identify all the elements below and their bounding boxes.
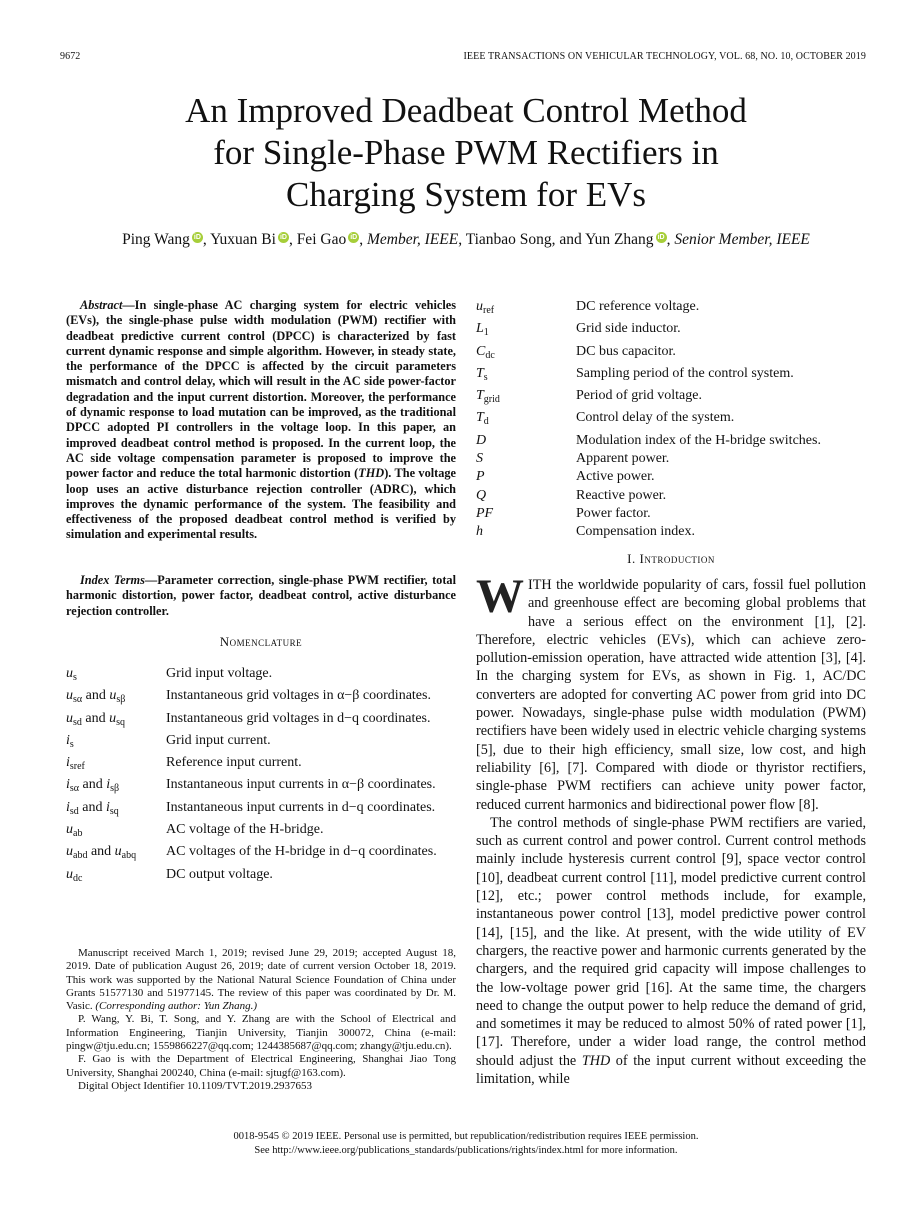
nomenclature-symbol: $u_{ref}$	[476, 299, 495, 316]
nomenclature-symbol: $i_{sq}$	[106, 799, 119, 817]
copyright-url[interactable]: See http://www.ieee.org/publications_standards/publications/rights/index.html for more information.	[254, 1144, 678, 1156]
nomenclature-description: Instantaneous input currents in d−q coordinates.	[166, 799, 436, 815]
nomenclature-description: AC voltages of the H-bridge in d−q coordinates.	[166, 844, 437, 860]
nomenclature-symbol: $i_{s\beta}$	[106, 777, 120, 795]
footnote-affiliation: P. Wang, Y. Bi, T. Song, and Y. Zhang are with the School of Electrical and Information Engineering, Tianjin University, Tianjin 300072, China (e-mail: pingw@tju.edu.cn; 1559866227@qq.com; 1244385687@qq.com; zhangy@tju.edu.cn).	[66, 1013, 456, 1053]
nomenclature-symbol-cell	[66, 799, 166, 821]
nomenclature-symbol: $i_{sd}$	[66, 799, 79, 817]
nomenclature-description: DC output voltage.	[166, 866, 273, 882]
nomenclature-symbol-cell	[476, 365, 576, 387]
intro-text: of the input current without exceeding the limitation, while	[476, 1052, 866, 1088]
index-terms-text: —Parameter correction, single-phase PWM rectifier, total harmonic distortion, power factor, deadbeat control, active disturbance rejection controller.	[66, 573, 456, 618]
footnote-doi: Digital Object Identifier 10.1109/TVT.2019.2937653	[78, 1079, 313, 1092]
nomenclature-list-right	[476, 298, 866, 542]
nomenclature-row	[476, 409, 866, 431]
journal-header: IEEE TRANSACTIONS ON VEHICULAR TECHNOLOGY, VOL. 68, NO. 10, OCTOBER 2019	[463, 51, 866, 62]
nomenclature-symbol-cell	[476, 298, 576, 320]
nomenclature-symbol-cell	[66, 665, 166, 687]
nomenclature-symbol: $C_{dc}$	[476, 343, 495, 361]
nomenclature-symbol-cell	[66, 732, 166, 754]
nomenclature-description: Control delay of the system.	[576, 410, 735, 426]
nomenclature-description: Instantaneous input currents in α−β coordinates.	[166, 777, 436, 793]
nomenclature-row	[476, 468, 866, 486]
and-word: and	[78, 799, 107, 815]
nomenclature-description: Modulation index of the H-bridge switches.	[576, 432, 821, 448]
nomenclature-symbol-cell	[476, 468, 576, 486]
nomenclature-symbol: h	[476, 524, 483, 540]
footnote-manuscript	[66, 947, 456, 1013]
nomenclature-symbol-cell	[476, 432, 576, 450]
footnote-text: Manuscript received March 1, 2019; revised June 29, 2019; accepted August 18, 2019. Date of publication August 26, 2019; date of current version October 18, 2019. This work was supported by the National Natural Science Foundation of China under Grants 51577130 and 51977145. The review of this paper was coordinated by Dr. M. Vasic.	[66, 947, 456, 1013]
nomenclature-row	[476, 387, 866, 409]
nomenclature-row	[66, 732, 456, 754]
introduction-heading	[476, 551, 866, 567]
dropcap: W	[476, 570, 524, 623]
nomenclature-symbol: $i_{sref}$	[66, 755, 85, 773]
author-role: Member, IEEE	[366, 231, 459, 248]
nomenclature-row	[66, 776, 456, 798]
nomenclature-symbol: $u_{abd}$	[66, 844, 88, 862]
nomenclature-symbol: P	[476, 469, 485, 485]
nomenclature-symbol: $L_1$	[476, 321, 489, 339]
nomenclature-row	[66, 821, 456, 843]
nomenclature-symbol: $u_{sd}$	[66, 710, 82, 728]
intro-text: ITH the worldwide popularity of cars, fossil fuel pollution and greenhouse effect are becoming global problems that have a serious effect on the environment [1], [2]. Therefore, electric vehicles (EVs), which can achieve zero-pollution-emission operation, have attracted wide attention [3], [4]. In the charging system for EVs, as shown in Fig. 1, AC/DC converters are adopted for converting AC power from grid into DC power. Nowadays, single-phase pulse width modulation (PWM) rectifiers have been widely used in electric vehicle charging systems [5], due to their high efficiency, small size, low cost, and high reliability [6], [7]. Compared with diode or thyristor rectifiers, single-phase PWM rectifiers can achieve unity power factor, reduced current harmonics and bidirectional power flow [8].	[476, 577, 866, 813]
nomenclature-symbol: PF	[476, 505, 494, 521]
abstract	[66, 298, 456, 543]
and-word: and	[79, 777, 107, 793]
abstract-label: Abstract	[80, 298, 123, 312]
footnote-affiliation: F. Gao is with the Department of Electrical Engineering, Shanghai Jiao Tong University, Shanghai 200240, China (e-mail: sjtugf@163.com).	[66, 1053, 456, 1079]
author-name: Yuxuan Bi	[210, 231, 276, 248]
nomenclature-description: Grid input current.	[166, 732, 271, 748]
nomenclature-description: Reference input current.	[166, 755, 302, 771]
nomenclature-description: AC voltage of the H-bridge.	[166, 822, 324, 838]
nomenclature-description: Grid side inductor.	[576, 321, 681, 337]
nomenclature-symbol-cell	[476, 523, 576, 541]
nomenclature-symbol-cell	[476, 409, 576, 431]
nomenclature-row	[66, 665, 456, 687]
nomenclature-row	[476, 432, 866, 450]
nomenclature-row	[66, 843, 456, 865]
author-list: Ping Wang iD , Yuxuan Bi iD , Fei Gao iD , Member, IEEE, Tianbao Song, and Yun Zhang iD , Senior Member, IEEE	[122, 231, 810, 248]
corresponding-author: (Corresponding author: Yun Zhang.)	[95, 1000, 258, 1013]
nomenclature-row	[476, 298, 866, 320]
orcid-icon[interactable]: iD	[350, 234, 358, 241]
page-number: 9672	[60, 51, 81, 62]
nomenclature-row	[66, 866, 456, 888]
nomenclature-symbol: $i_s$	[66, 732, 74, 750]
nomenclature-row	[476, 343, 866, 365]
and-word: and	[82, 688, 110, 704]
nomenclature-symbol: $i_{s\alpha}$	[66, 777, 80, 795]
nomenclature-symbol-cell	[476, 505, 576, 523]
nomenclature-description: Apparent power.	[576, 451, 670, 467]
paper-title	[100, 90, 832, 216]
nomenclature-row	[476, 365, 866, 387]
nomenclature-symbol: $u_{sq}$	[109, 710, 126, 728]
title-line: for Single-Phase PWM Rectifiers in	[213, 133, 719, 172]
nomenclature-symbol-cell	[66, 866, 166, 888]
introduction-body	[476, 570, 866, 1088]
nomenclature-symbol: $u_{ab}$	[66, 822, 83, 840]
nomenclature-symbol: $u_{s\beta}$	[109, 688, 126, 706]
index-terms-label: Index Terms	[80, 573, 145, 587]
orcid-icon[interactable]: iD	[193, 234, 201, 241]
nomenclature-description: Instantaneous grid voltages in α−β coordinates.	[166, 688, 431, 704]
nomenclature-symbol-cell	[66, 687, 166, 709]
abstract-text: —In single-phase AC charging system for electric vehicles (EVs), the single-phase pulse width modulation (PWM) rectifier with deadbeat predictive current control (DPCC) is characterized by fast current dynamic response and simple algorithm. However, in steady state, the performance of the DPCC is affected by the circuit parameters mismatch and control delay, which will result in the AC side power-factor degradation and the input current distortion. Moreover, the performance of dynamic response to load mutation can be improved, as the traditional DPCC adopted PI controllers in the voltage loop. In this paper, an improved deadbeat control method is proposed. In the current loop, the AC side voltage compensation parameter is proposed to improve the power factor and reduce the total harmonic distortion (	[66, 298, 456, 481]
nomenclature-symbol-cell	[476, 320, 576, 342]
nomenclature-row	[476, 320, 866, 342]
nomenclature-row	[476, 505, 866, 523]
and-word: and	[87, 844, 115, 860]
title-line: Charging System for EVs	[285, 175, 647, 214]
nomenclature-list-left	[66, 665, 456, 888]
author-name: Fei Gao	[296, 231, 347, 248]
nomenclature-description: Reactive power.	[576, 487, 667, 503]
nomenclature-description: DC reference voltage.	[576, 299, 700, 314]
orcid-icon[interactable]: iD	[657, 234, 665, 241]
intro-paragraph	[476, 570, 866, 814]
intro-paragraph	[476, 814, 866, 1088]
nomenclature-symbol-cell	[66, 710, 166, 732]
index-terms	[66, 573, 456, 619]
nomenclature-heading: Nomenclature	[219, 634, 303, 649]
nomenclature-symbol: S	[476, 451, 483, 467]
nomenclature-description: Period of grid voltage.	[576, 388, 702, 404]
intro-text: The control methods of single-phase PWM rectifiers are varied, such as current control and power control. Current control methods mainly include hysteresis current control [9], space vector control [10], deadbeat current control [11], model predictive current control [12], etc.; power control methods include, for example, instantaneous power control [13], model predictive power control [14], [15], and the like. At present, with the wide utility of EV chargers, the reactive power and harmonic currents generated by the chargers, and the required grid capacity will impose challenges to the low-voltage power grid [16]. At the same time, the chargers need to change the output power to help reduce the demand of grid, and sometimes it may be reduced to almost 50% of rated power [1], [17]. Therefore, under a wider load range, the control method should adjust the	[476, 814, 866, 1069]
nomenclature-symbol-cell	[66, 821, 166, 843]
abstract-thd: THD	[358, 466, 385, 481]
nomenclature-description: Power factor.	[576, 505, 651, 521]
nomenclature-symbol: Q	[476, 487, 487, 503]
author-role: Senior Member, IEEE	[674, 231, 810, 248]
nomenclature-row	[66, 710, 456, 732]
intro-thd: THD	[581, 1052, 611, 1069]
nomenclature-symbol: $T_{grid}$	[476, 388, 500, 406]
section-title: Introduction	[639, 551, 715, 566]
nomenclature-symbol: D	[476, 432, 487, 448]
nomenclature-symbol: $u_{dc}$	[66, 866, 83, 884]
nomenclature-symbol: $u_s$	[66, 666, 77, 683]
nomenclature-description: DC bus capacitor.	[576, 343, 676, 359]
nomenclature-row	[476, 487, 866, 505]
and-word: and	[81, 710, 110, 726]
author-name: Ping Wang	[122, 231, 190, 248]
nomenclature-symbol-cell	[66, 754, 166, 776]
orcid-icon[interactable]: iD	[279, 234, 287, 241]
nomenclature-symbol: $u_{s\alpha}$	[66, 688, 83, 706]
nomenclature-row	[66, 687, 456, 709]
nomenclature-description: Grid input voltage.	[166, 666, 273, 681]
author-name: Tianbao Song, and Yun Zhang	[465, 231, 654, 248]
nomenclature-row	[66, 799, 456, 821]
nomenclature-symbol-cell	[66, 843, 166, 865]
copyright-notice	[100, 1130, 832, 1157]
nomenclature-description: Compensation index.	[576, 524, 695, 540]
section-number: I.	[627, 551, 636, 566]
nomenclature-row	[476, 450, 866, 468]
nomenclature-description: Active power.	[576, 469, 655, 485]
nomenclature-symbol-cell	[476, 343, 576, 365]
nomenclature-symbol-cell	[476, 387, 576, 409]
nomenclature-description: Instantaneous grid voltages in d−q coordinates.	[166, 710, 431, 726]
nomenclature-symbol: $T_d$	[476, 410, 489, 428]
nomenclature-symbol-cell	[66, 776, 166, 798]
nomenclature-symbol-cell	[476, 450, 576, 468]
title-line: An Improved Deadbeat Control Method	[185, 91, 747, 130]
copyright-line: 0018-9545 © 2019 IEEE. Personal use is permitted, but republication/redistribution requires IEEE permission.	[233, 1131, 699, 1142]
nomenclature-symbol: $T_s$	[476, 365, 488, 383]
nomenclature-symbol-cell	[476, 487, 576, 505]
nomenclature-row	[476, 523, 866, 541]
nomenclature-description: Sampling period of the control system.	[576, 365, 794, 381]
nomenclature-symbol: $u_{abq}$	[114, 844, 137, 862]
abstract-text: ). The voltage loop uses an active disturbance rejection controller (ADRC), which improves the dynamic performance of the system. The feasibility and effectiveness of the proposed deadbeat control method is verified by simulation and experimental results.	[66, 466, 456, 542]
footnote	[66, 947, 456, 1093]
nomenclature-row	[66, 754, 456, 776]
